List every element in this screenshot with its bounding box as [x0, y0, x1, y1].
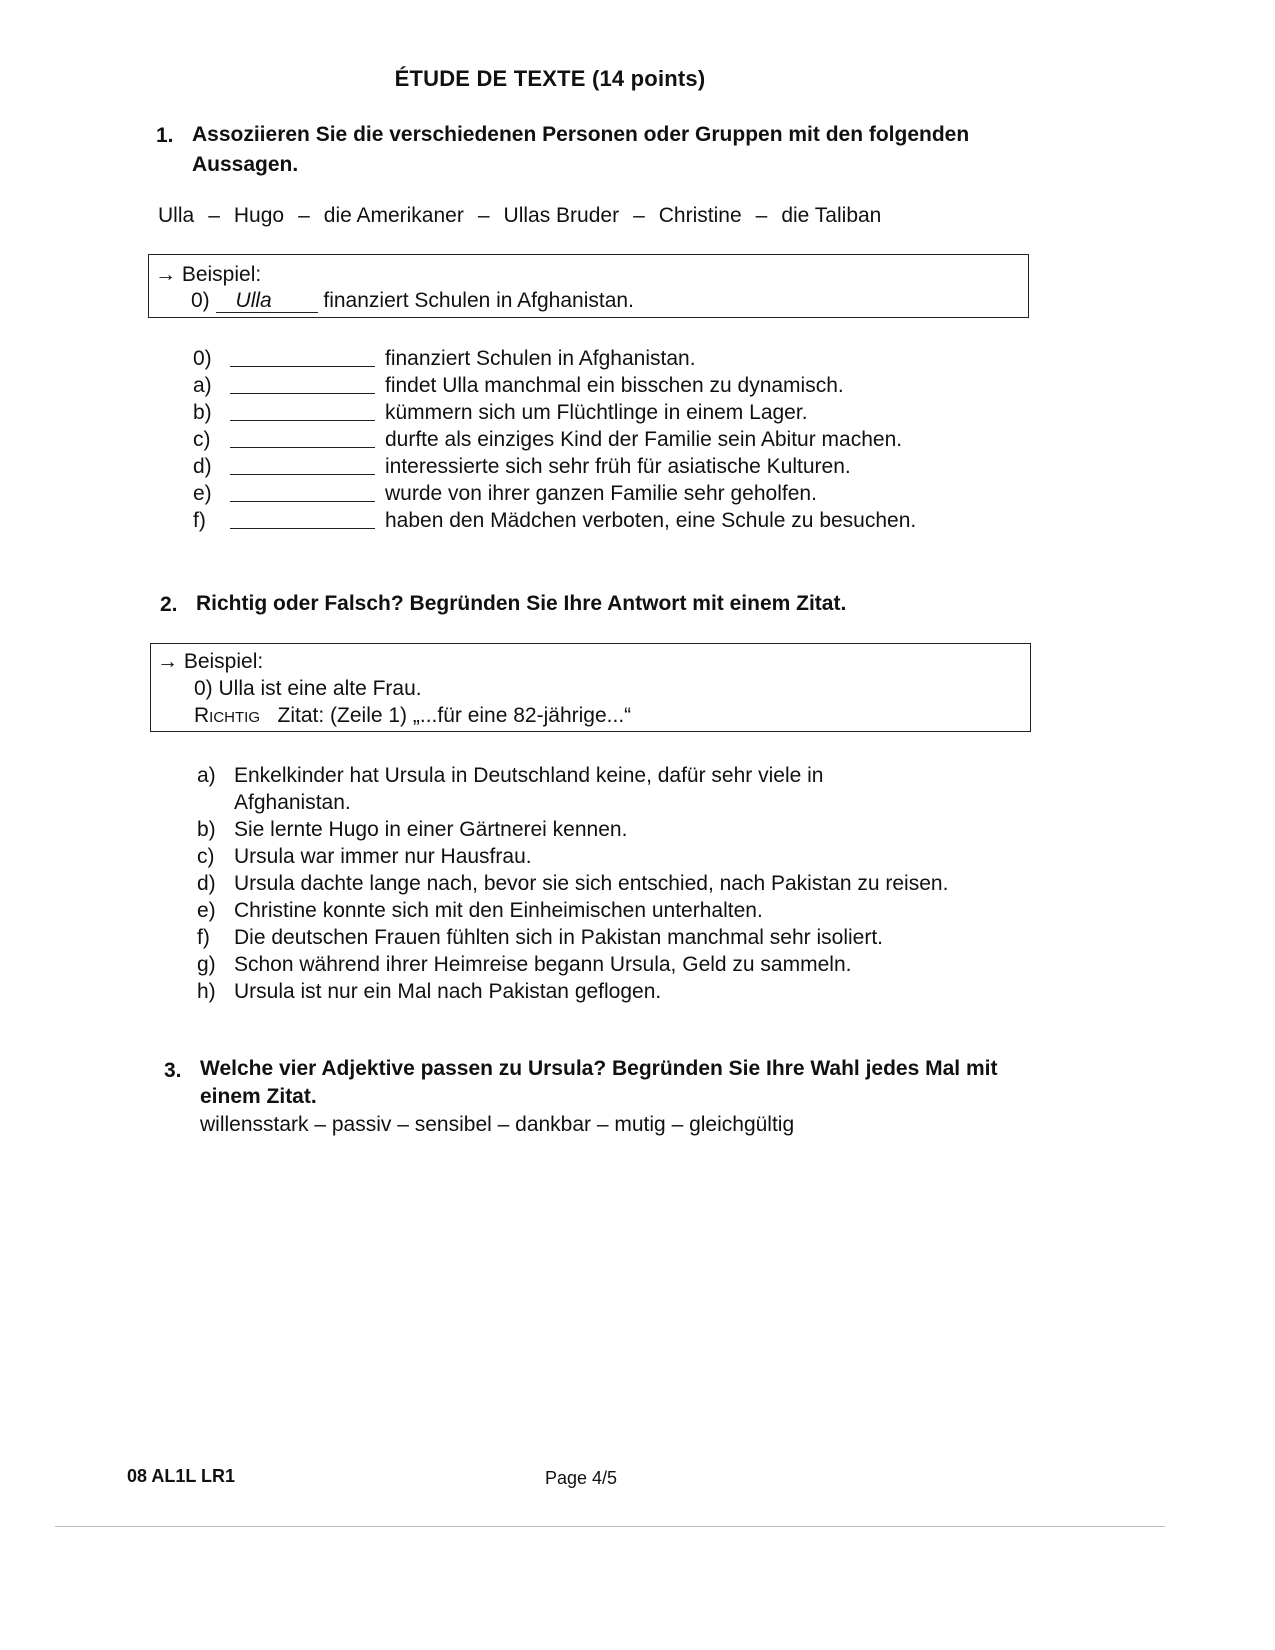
item-label: c) [197, 845, 215, 868]
q2-items [197, 762, 1017, 1005]
name-separator: – [208, 204, 220, 227]
item-label: 0) [193, 347, 212, 370]
item-label: a) [197, 764, 216, 787]
name-separator: – [755, 204, 768, 227]
example-heading: → Beispiel: [157, 650, 264, 673]
item-text: haben den Mädchen verboten, eine Schule zu besuchen. [385, 509, 917, 532]
item-text: kümmern sich um Flüchtlinge in einem Lager. [385, 401, 808, 424]
q2-number: 2. [160, 593, 178, 616]
item-text: finanziert Schulen in Afghanistan. [385, 347, 696, 370]
item-label: e) [197, 899, 216, 922]
list-item [197, 924, 1017, 951]
item-label: d) [197, 872, 216, 895]
list-item [197, 870, 1017, 897]
example-text: finanziert Schulen in Afghanistan. [323, 289, 634, 312]
page-number: Page 4/5 [545, 1468, 618, 1488]
item-label: d) [193, 455, 212, 478]
item-label: c) [193, 428, 211, 451]
list-item [197, 843, 1017, 870]
q1-text: Assoziieren Sie die verschiedenen Personen oder Gruppen mit den folgenden Aussagen. [192, 123, 970, 176]
item-text: wurde von ihrer ganzen Familie sehr geholfen. [385, 482, 817, 505]
name-separator: – [477, 204, 490, 227]
item-label: f) [193, 509, 206, 532]
name-separator: – [298, 204, 310, 227]
answer-blank[interactable] [230, 393, 375, 394]
answer-blank[interactable] [230, 420, 375, 421]
answer-blank[interactable] [230, 366, 375, 367]
item-text: durfte als einziges Kind der Familie sein Abitur machen. [385, 428, 903, 451]
name-item: Hugo [233, 204, 285, 227]
item-text: Schon während ihrer Heimreise begann Ursula, Geld zu sammeln. [234, 953, 852, 976]
page-title: ÉTUDE DE TEXTE (14 points) [394, 66, 706, 91]
q2-example-box [150, 643, 1031, 732]
q1-names-list [158, 204, 881, 228]
example-heading: → Beispiel: [155, 263, 262, 286]
item-label: b) [193, 401, 212, 424]
q3-number: 3. [164, 1059, 182, 1082]
q3-adjectives: willensstark – passiv – sensibel – dankbar – mutig – gleichgültig [200, 1113, 795, 1136]
answer-blank[interactable] [230, 447, 375, 448]
q3-text: Welche vier Adjektive passen zu Ursula? Begründen Sie Ihre Wahl jedes Mal mit einem Zitat. [200, 1057, 998, 1108]
example-answer-line [194, 704, 631, 728]
item-text: Ursula ist nur ein Mal nach Pakistan geflogen. [234, 980, 662, 1003]
item-label: b) [197, 818, 216, 841]
example-verdict: Richtig [194, 704, 260, 727]
page-divider [55, 1526, 1165, 1527]
item-text: interessierte sich sehr früh für asiatische Kulturen. [385, 455, 851, 478]
example-answer: Ulla [216, 290, 318, 313]
example-line [191, 289, 634, 313]
item-text: Christine konnte sich mit den Einheimischen unterhalten. [234, 899, 763, 922]
item-text: Enkelkinder hat Ursula in Deutschland keine, dafür sehr viele in Afghanistan. [234, 764, 824, 814]
item-text: Sie lernte Hugo in einer Gärtnerei kennen. [234, 818, 628, 841]
list-item [197, 816, 1017, 843]
item-label: e) [193, 482, 212, 505]
list-item [197, 951, 1017, 978]
name-item: die Amerikaner [323, 204, 464, 227]
q2-text: Richtig oder Falsch? Begründen Sie Ihre Antwort mit einem Zitat. [196, 592, 847, 615]
q1-number: 1. [156, 124, 174, 147]
answer-blank[interactable] [230, 528, 375, 529]
list-item [197, 762, 1017, 816]
name-item: Christine [658, 204, 742, 227]
example-label: 0) [191, 289, 210, 312]
document-code: 08 AL1L LR1 [127, 1466, 236, 1486]
name-item: die Taliban [781, 204, 882, 227]
name-separator: – [633, 204, 645, 227]
q1-example-box [148, 254, 1029, 318]
item-label: f) [197, 926, 210, 949]
example-statement: 0) Ulla ist eine alte Frau. [194, 677, 422, 700]
answer-blank[interactable] [230, 501, 375, 502]
name-item: Ullas Bruder [503, 204, 620, 227]
item-label: g) [197, 953, 216, 976]
item-label: a) [193, 374, 212, 397]
list-item [197, 978, 1017, 1005]
item-text: Ursula war immer nur Hausfrau. [234, 845, 532, 868]
item-text: findet Ulla manchmal ein bisschen zu dynamisch. [385, 374, 844, 397]
list-item [197, 897, 1017, 924]
answer-blank[interactable] [230, 474, 375, 475]
example-quote: Zitat: (Zeile 1) „...für eine 82-jährige...“ [277, 704, 632, 727]
item-text: Ursula dachte lange nach, bevor sie sich entschied, nach Pakistan zu reisen. [234, 872, 949, 895]
name-item: Ulla [158, 204, 195, 227]
item-label: h) [197, 980, 216, 1003]
item-text: Die deutschen Frauen fühlten sich in Pakistan manchmal sehr isoliert. [234, 926, 883, 949]
